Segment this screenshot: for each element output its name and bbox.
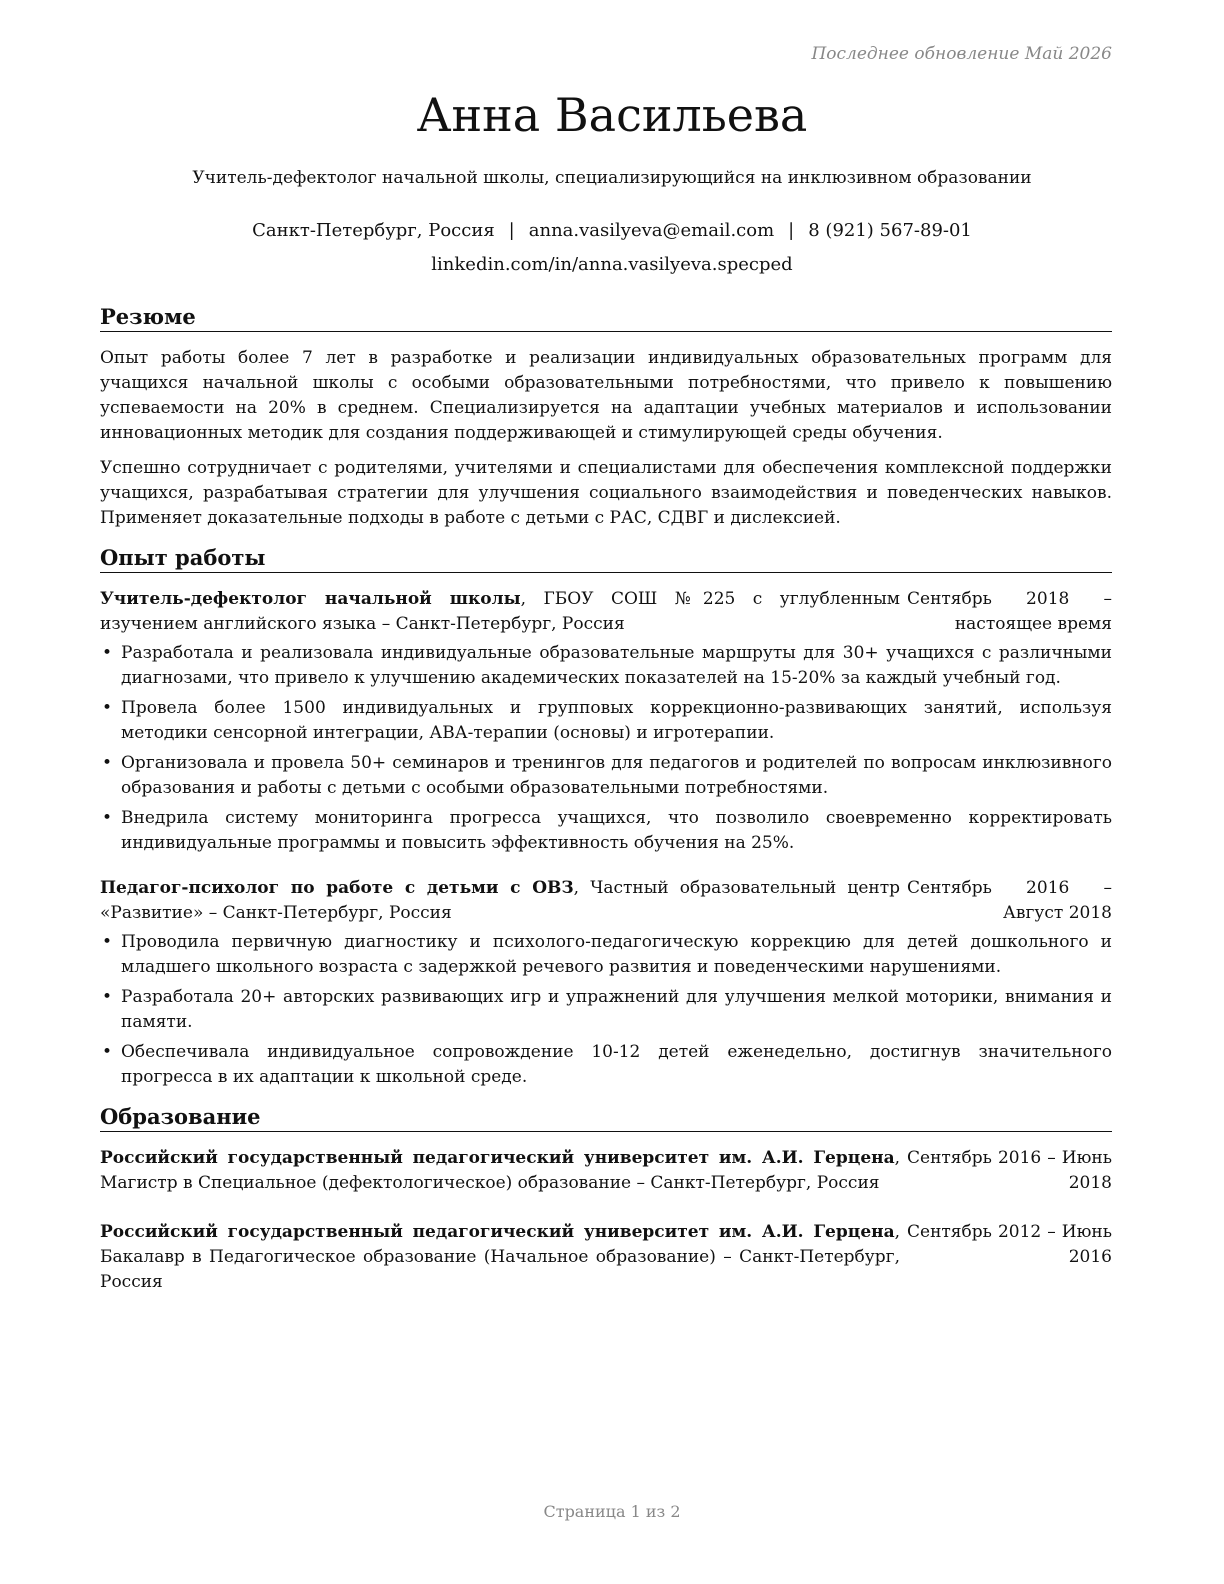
email-link[interactable]: anna.vasilyeva@email.com — [528, 220, 775, 241]
bullet-text: Провела более 1500 индивидуальных и групповых коррекционно-развивающих занятий, используя методики сенсорной интеграции, АВА-терапии (основы) и игротерапии. — [121, 698, 1112, 743]
candidate-name: Анна Васильева — [416, 88, 808, 142]
education-dates: Сентябрь 2012 – Июнь 2016 — [907, 1222, 1112, 1267]
section-title-summary: Резюме — [100, 304, 1112, 332]
education-entry — [100, 1146, 1112, 1196]
resume-content — [100, 304, 1112, 1295]
summary-paragraph: Опыт работы более 7 лет в разработке и реализации индивидуальных образовательных программ для учащихся начальной школы с особыми образовательными потребностями, что привело к повышению успеваемости на 20% в среднем. Специализируется на адаптации учебных материалов и использовании инновационных методик для создания поддерживающей и стимулирующей среды обучения. — [100, 348, 1112, 443]
location: Санкт-Петербург, Россия — [252, 220, 495, 241]
bullet-text: Разработала и реализовала индивидуальные образовательные маршруты для 30+ учащихся с различными диагнозами, что привело к улучшению академических показателей на 15-20% за каждый учебный год. — [121, 643, 1112, 688]
bullet-item — [100, 696, 1112, 746]
job-dates: Сентябрь 2018 – настоящее время — [907, 589, 1112, 634]
job-header — [100, 587, 1112, 637]
bullet-text: Разработала 20+ авторских развивающих игр и упражнений для улучшения мелкой моторики, внимания и памяти. — [121, 987, 1112, 1032]
last-updated: Последнее обновление Май 2026 — [811, 44, 1112, 64]
bullet-text: Обеспечивала индивидуальное сопровождение 10-12 детей еженедельно, достигнув значительного прогресса в их адаптации к школьной среде. — [121, 1042, 1112, 1087]
job-title-line — [100, 587, 900, 637]
contact-line — [0, 220, 1224, 241]
education-line — [100, 1146, 900, 1196]
job-header — [100, 876, 1112, 926]
education-dates: Сентябрь 2016 – Июнь 2018 — [907, 1148, 1112, 1193]
page-number: Страница 1 из 2 — [543, 1502, 681, 1521]
bullet-dot-icon: • — [102, 1042, 113, 1062]
bullet-text: Проводила первичную диагностику и психолого-педагогическую коррекцию для детей дошкольного и младшего школьного возраста с задержкой речевого развития и поведенческими нарушениями. — [121, 932, 1112, 977]
headline: Учитель-дефектолог начальной школы, специализирующийся на инклюзивном образовании — [192, 168, 1032, 188]
bullet-item — [100, 1040, 1112, 1090]
job-details: , ГБОУ СОШ №225 с углубленным изучением английского языка – Санкт-Петербург, Россия — [100, 589, 900, 634]
bullet-item — [100, 806, 1112, 856]
job-entry — [100, 876, 1112, 1090]
bullet-dot-icon: • — [102, 932, 113, 952]
bullet-item — [100, 751, 1112, 801]
job-title-line — [100, 876, 900, 926]
education-header — [100, 1146, 1112, 1196]
job-role: Педагог-психолог по работе с детьми с ОВЗ — [100, 878, 574, 898]
bullet-dot-icon: • — [102, 987, 113, 1007]
summary-paragraph: Успешно сотрудничает с родителями, учителями и специалистами для обеспечения комплексной поддержки учащихся, разрабатывая стратегии для улучшения социального взаимодействия и поведенческих навыков. Применяет доказательные подходы в работе с детьми с РАС, СДВГ и дислексией. — [100, 458, 1112, 528]
job-dates: Сентябрь 2016 – Август 2018 — [907, 878, 1112, 923]
degree-details: , Магистр в Специальное (дефектологическое) образование – Санкт-Петербург, Россия — [100, 1148, 900, 1193]
bullet-dot-icon: • — [102, 643, 113, 663]
bullet-dot-icon: • — [102, 698, 113, 718]
job-bullets — [100, 641, 1112, 856]
phone: 8 (921) 567-89-01 — [808, 220, 972, 241]
separator: | — [508, 220, 515, 241]
job-entry — [100, 587, 1112, 856]
education-entry — [100, 1220, 1112, 1295]
job-role: Учитель-дефектолог начальной школы — [100, 589, 521, 609]
education-header — [100, 1220, 1112, 1295]
bullet-item — [100, 985, 1112, 1035]
institution: Российский государственный педагогический университет им. А.И. Герцена — [100, 1148, 895, 1168]
linkedin-link[interactable]: linkedin.com/in/anna.vasilyeva.specped — [431, 254, 793, 275]
institution: Российский государственный педагогический университет им. А.И. Герцена — [100, 1222, 895, 1242]
section-title-experience: Опыт работы — [100, 545, 1112, 573]
bullet-text: Организовала и провела 50+ семинаров и тренингов для педагогов и родителей по вопросам инклюзивного образования и работы с детьми с особыми образовательными потребностями. — [121, 753, 1112, 798]
bullet-dot-icon: • — [102, 808, 113, 828]
education-line — [100, 1220, 900, 1295]
section-title-education: Образование — [100, 1104, 1112, 1132]
separator: | — [788, 220, 795, 241]
bullet-text: Внедрила систему мониторинга прогресса учащихся, что позволило своевременно корректировать индивидуальные программы и повысить эффективность обучения на 25%. — [121, 808, 1112, 853]
job-bullets — [100, 930, 1112, 1090]
job-details: , Частный образовательный центр «Развитие» – Санкт-Петербург, Россия — [100, 878, 900, 923]
bullet-dot-icon: • — [102, 753, 113, 773]
degree-details: , Бакалавр в Педагогическое образование (Начальное образование) – Санкт-Петербург, Россия — [100, 1222, 900, 1292]
bullet-item — [100, 641, 1112, 691]
bullet-item — [100, 930, 1112, 980]
